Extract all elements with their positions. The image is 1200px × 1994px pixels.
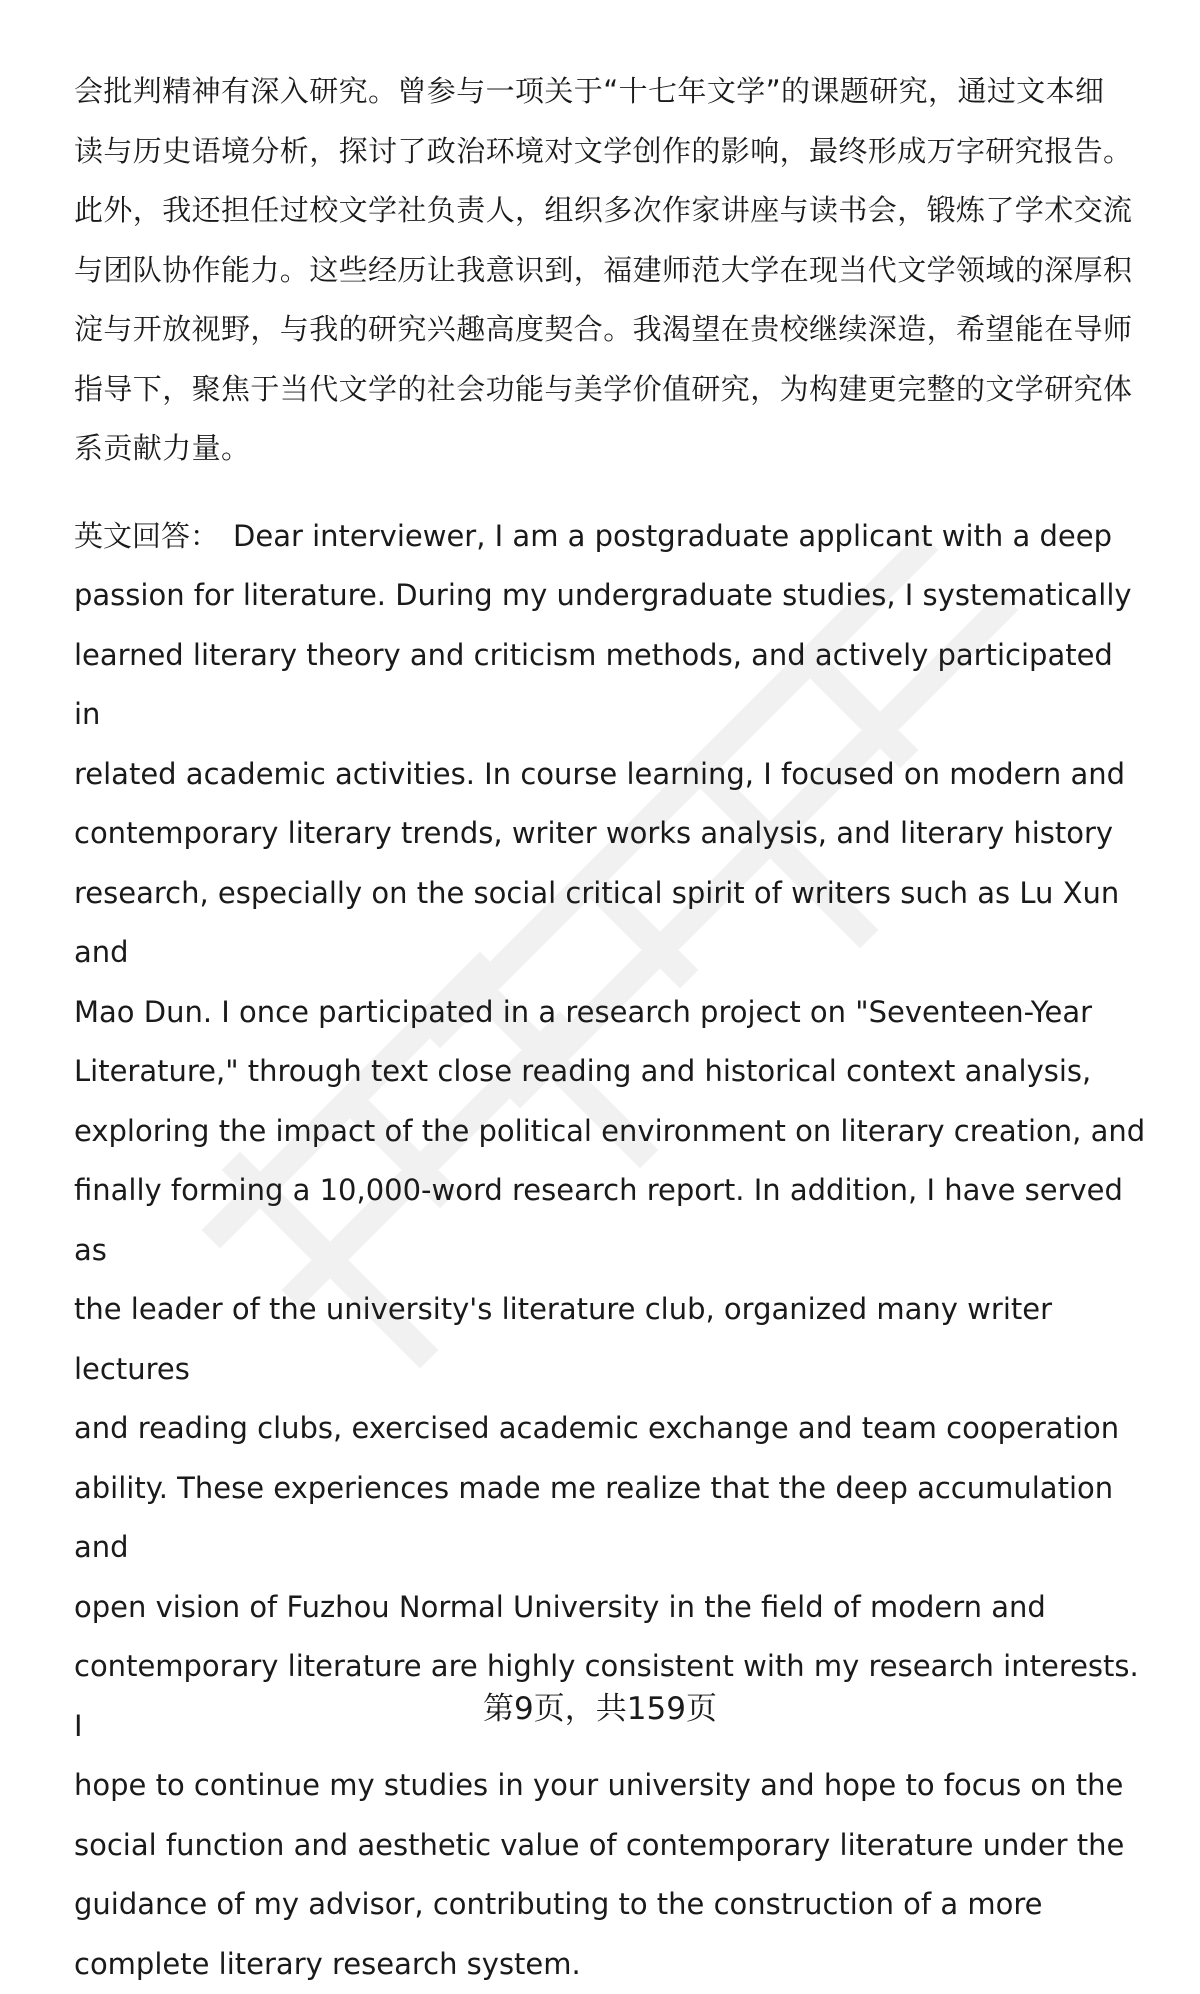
english-answer-paragraph — [74, 507, 1146, 1994]
page-number-footer: 第9页，共159页 — [0, 1683, 1200, 1728]
english-answer-text: Dear interviewer, I am a postgraduate applicant with a deep passion for literature. During my undergraduate studies, I systematically learned literary theory and criticism methods, and actively participated in related academic activities. In course learning, I focused on modern and contemporary literary trends, writer works analysis, and literary history research, especially on the social critical spirit of writers such as Lu Xun and Mao Dun. I once participated in a research project on "Seventeen-Year Literature," through text close reading and historical context analysis, exploring the impact of the political environment on literary creation, and finally forming a 10,000-word research report. In addition, I have served as the leader of the university's literature club, organized many writer lectures and reading clubs, exercised academic exchange and team cooperation ability. These experiences made me realize that the deep accumulation and open vision of Fuzhou Normal University in the field of modern and contemporary literature are highly consistent with my research interests. I hope to continue my studies in your university and hope to focus on the social function and aesthetic value of contemporary literature under the guidance of my advisor, contributing to the construction of a more complete literary research system. — [74, 519, 1145, 1981]
english-answer-label: 英文回答： — [74, 519, 219, 553]
chinese-answer-paragraph: 会批判精神有深入研究。曾参与一项关于“十七年文学”的课题研究，通过文本细 读与历史语境分析，探讨了政治环境对文学创作的影响，最终形成万字研究报告。 此外，我还担任过校文学社负责人，组织多次作家讲座与读书会，锻炼了学术交流 与团队协作能力。这些经历让我意识到，福建师范大学在现当代文学领域的深厚积 淀与开放视野，与我的研究兴趣高度契合。我渴望在贵校继续深造，希望能在导师 指导下，聚焦于当代文学的社会功能与美学价值研究，为构建更完整的文学研究体 系贡献力量。 — [74, 62, 1146, 479]
